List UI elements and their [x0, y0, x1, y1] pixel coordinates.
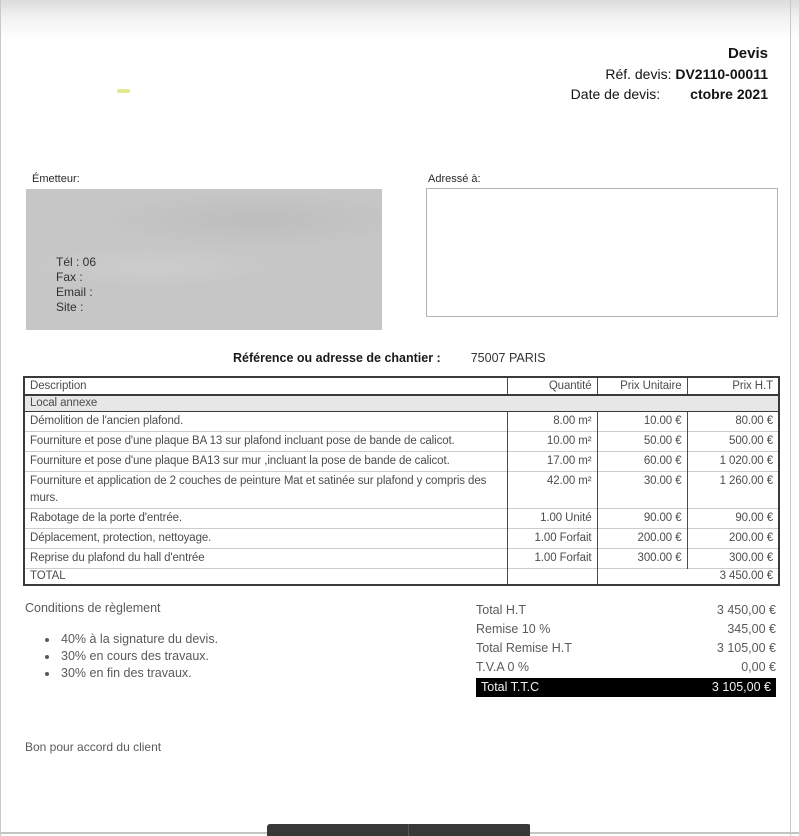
cell-quantity: 17.00 m² — [507, 451, 597, 471]
totals-value: 3 450,00 € — [716, 603, 776, 617]
cell-total: 1 020.00 € — [687, 451, 779, 471]
header-description: Description — [24, 377, 507, 395]
payment-terms-title: Conditions de règlement — [25, 601, 161, 615]
totals-label: Remise 10 % — [476, 622, 551, 636]
viewer-toolbar-button-left[interactable] — [267, 824, 409, 836]
sender-contact-block — [56, 255, 96, 315]
cell-total: 500.00 € — [687, 431, 779, 451]
site-reference-value: 75007 PARIS — [470, 351, 546, 365]
header-total: Prix H.T — [687, 377, 779, 395]
cell-total: 80.00 € — [687, 411, 779, 431]
totals-value: 3 105,00 € — [716, 641, 776, 655]
sender-contact-line: Email : — [56, 285, 93, 299]
top-shadow — [1, 0, 799, 40]
totals-value: 345,00 € — [727, 622, 776, 636]
totals-row — [476, 639, 776, 658]
cell-quantity: 10.00 m² — [507, 431, 597, 451]
cell-description: Fourniture et application de 2 couches de peinture Mat et satinée sur plafond y compris des murs. — [24, 471, 507, 508]
viewer-toolbar-partial — [267, 824, 531, 836]
cell-description: Rabotage de la porte d'entrée. — [24, 508, 507, 528]
cell-unit-price: 10.00 € — [597, 411, 687, 431]
cell-description: Démolition de l'ancien plafond. — [30, 414, 184, 427]
cell-unit-price: 200.00 € — [597, 528, 687, 548]
grand-total-value: 3 105,00 € — [711, 680, 771, 694]
document-header — [571, 44, 768, 104]
section-row — [24, 395, 779, 411]
payment-terms — [25, 601, 218, 682]
header-quantity: Quantité — [507, 377, 597, 395]
cell-description: Fourniture et pose d'une plaque BA 13 sur plafond incluant pose de bande de calicot. — [24, 431, 507, 451]
cell-unit-price: 90.00 € — [597, 508, 687, 528]
table-total-empty — [507, 568, 597, 585]
date-label: Date de devis: — [570, 86, 661, 102]
cell-quantity: 1.00 Forfait — [507, 528, 597, 548]
table-row — [24, 508, 779, 528]
totals-row — [476, 620, 776, 639]
date-value: ctobre 2021 — [690, 86, 768, 102]
recipient-box — [426, 188, 778, 317]
totals-summary — [476, 601, 776, 697]
cell-quantity: 1.00 Forfait — [507, 548, 597, 568]
table-row — [24, 451, 779, 471]
sender-redacted-box — [26, 189, 382, 330]
header-unit-price: Prix Unitaire — [597, 377, 687, 395]
cell-unit-price: 50.00 € — [597, 431, 687, 451]
payment-terms-list — [59, 631, 218, 682]
grand-total-label: Total T.T.C — [481, 680, 540, 694]
site-reference-label: Référence ou adresse de chantier : — [233, 351, 441, 365]
table-row — [24, 471, 779, 508]
sender-contact-line: Fax : — [56, 270, 83, 284]
items-table — [23, 376, 780, 586]
cell-quantity: 8.00 m² — [507, 411, 597, 431]
cell-total: 1 260.00 € — [687, 471, 779, 508]
viewer-toolbar-button-right[interactable] — [409, 824, 530, 836]
cell-unit-price: 60.00 € — [597, 451, 687, 471]
totals-row — [476, 658, 776, 677]
page-right-edge — [790, 0, 791, 836]
table-total-row — [24, 568, 779, 585]
sender-contact-line: Tél : 06 — [56, 255, 97, 269]
totals-value: 0,00 € — [741, 660, 776, 674]
cell-total: 90.00 € — [687, 508, 779, 528]
table-row — [24, 411, 779, 431]
table-header-row — [24, 377, 779, 395]
payment-term-item: • 30% en cours des travaux. — [59, 648, 218, 665]
cell-total: 300.00 € — [687, 548, 779, 568]
cell-quantity: 42.00 m² — [507, 471, 597, 508]
document-title: Devis — [727, 45, 768, 62]
totals-label: T.V.A 0 % — [476, 660, 530, 674]
table-row — [24, 548, 779, 568]
totals-label: Total Remise H.T — [476, 641, 572, 655]
cell-quantity: 1.00 Unité — [507, 508, 597, 528]
ref-line — [571, 64, 768, 84]
cell-unit-price: 300.00 € — [597, 548, 687, 568]
table-total-value: 3 450.00 € — [597, 568, 779, 585]
table-row — [24, 528, 779, 548]
date-line — [571, 84, 768, 104]
table-total-label: TOTAL — [24, 568, 507, 585]
sender-contact-line: Site : — [56, 300, 84, 314]
client-approval-text: Bon pour accord du client — [25, 740, 162, 754]
payment-term-item: • 40% à la signature du devis. — [59, 631, 218, 648]
cell-total: 200.00 € — [687, 528, 779, 548]
grand-total-row — [476, 678, 776, 697]
ref-label: Réf. devis: — [605, 66, 672, 82]
section-title: Local annexe — [24, 395, 779, 411]
site-reference-line — [233, 351, 546, 365]
recipient-label: Adressé à: — [428, 173, 481, 185]
payment-term-item: • 30% en fin des travaux. — [59, 665, 218, 682]
cell-unit-price: 30.00 € — [597, 471, 687, 508]
cell-description: Fourniture et pose d'une plaque BA13 sur mur ,incluant la pose de bande de calicot. — [24, 451, 507, 471]
totals-row — [476, 601, 776, 620]
table-row — [24, 431, 779, 451]
cell-description: Reprise du plafond du hall d'entrée — [24, 548, 507, 568]
totals-label: Total H.T — [476, 603, 527, 617]
logo-remnant-mark — [117, 89, 130, 93]
sender-label: Émetteur: — [32, 173, 80, 185]
cell-description: Déplacement, protection, nettoyage. — [24, 528, 507, 548]
ref-value: DV2110-00011 — [675, 66, 768, 82]
